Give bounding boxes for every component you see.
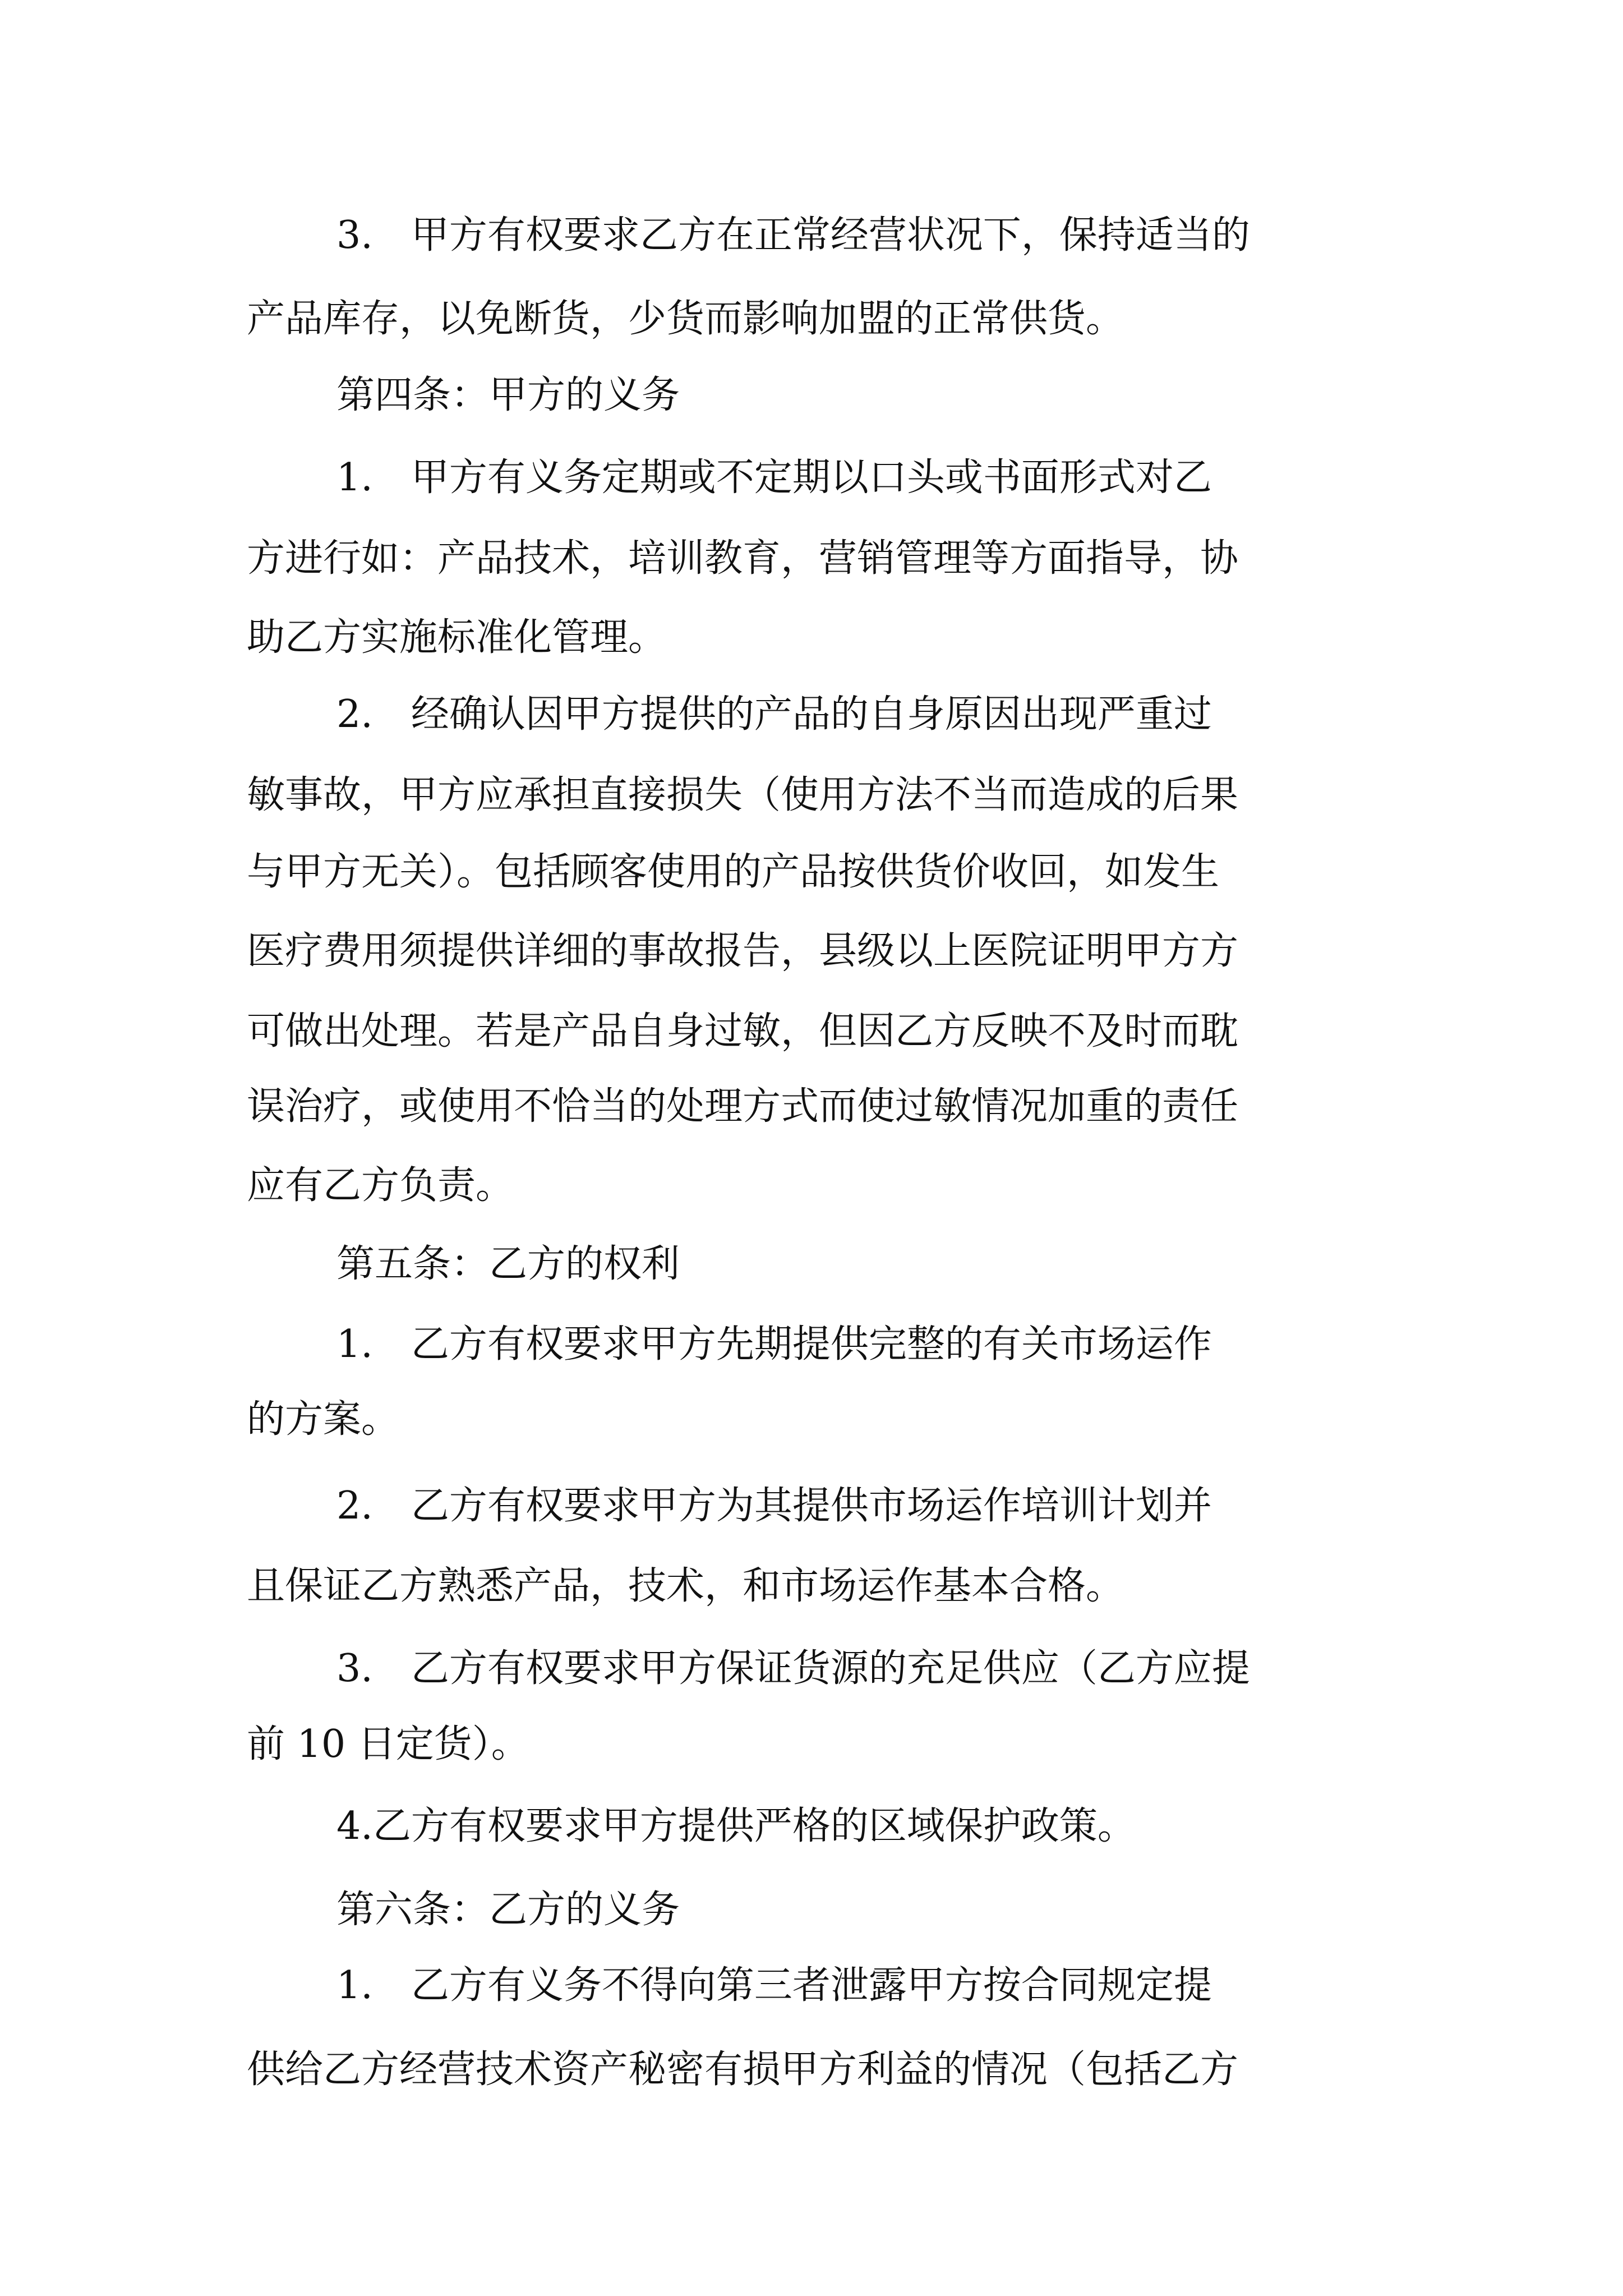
section-heading: 第五条：乙方的权利	[336, 1242, 680, 1286]
text-line: 1. 乙方有义务不得向第三者泄露甲方按合同规定提	[336, 1963, 1212, 2008]
text-line: 1. 乙方有权要求甲方先期提供完整的有关市场运作	[336, 1322, 1212, 1366]
section-heading: 第四条：甲方的义务	[336, 373, 680, 417]
text-line: 4.乙方有权要求甲方提供严格的区域保护政策。	[336, 1804, 1136, 1848]
text-line: 可做出处理。若是产品自身过敏，但因乙方反映不及时而耽	[247, 1009, 1239, 1053]
text-line: 2. 经确认因甲方提供的产品的自身原因出现严重过	[336, 692, 1212, 737]
text-line: 误治疗，或使用不恰当的处理方式而使过敏情况加重的责任	[247, 1084, 1239, 1129]
text-line: 1. 甲方有义务定期或不定期以口头或书面形式对乙	[336, 455, 1212, 500]
text-line: 且保证乙方熟悉产品，技术，和市场运作基本合格。	[247, 1564, 1124, 1608]
text-line: 产品库存，以免断货，少货而影响加盟的正常供货。	[247, 297, 1124, 341]
text-line: 与甲方无关）。包括顾客使用的产品按供货价收回，如发生	[247, 850, 1220, 894]
text-line: 医疗费用须提供详细的事故报告，县级以上医院证明甲方方	[247, 929, 1239, 973]
text-line: 3. 乙方有权要求甲方保证货源的充足供应（乙方应提	[336, 1646, 1250, 1691]
text-line: 应有乙方负责。	[247, 1163, 514, 1208]
text-line: 2. 乙方有权要求甲方为其提供市场运作培训计划并	[336, 1484, 1212, 1528]
text-line: 的方案。	[247, 1397, 400, 1442]
text-line: 供给乙方经营技术资产秘密有损甲方利益的情况（包括乙方	[247, 2047, 1239, 2092]
text-line: 助乙方实施标准化管理。	[247, 615, 667, 660]
text-line: 方进行如：产品技术，培训教育，营销管理等方面指导，协	[247, 536, 1239, 581]
text-line: 敏事故，甲方应承担直接损失（使用方法不当而造成的后果	[247, 773, 1239, 817]
section-heading: 第六条：乙方的义务	[336, 1888, 680, 1932]
text-line: 前 10 日定货）。	[247, 1722, 529, 1766]
text-line: 3. 甲方有权要求乙方在正常经营状况下，保持适当的	[336, 213, 1250, 257]
